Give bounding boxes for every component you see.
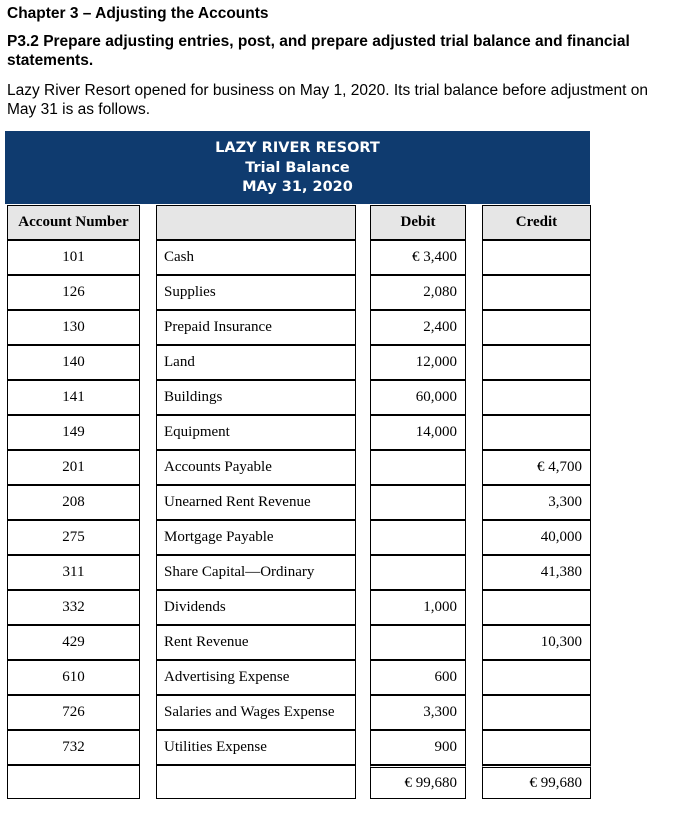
total-credit-cell: € 99,680 (482, 765, 591, 799)
debit-cell: 1,000 (370, 590, 466, 625)
credit-cell (482, 240, 591, 275)
debit-cell (370, 485, 466, 520)
account-name-cell: Accounts Payable (156, 450, 356, 485)
account-number-cell: 149 (7, 415, 140, 450)
account-number-cell: 101 (7, 240, 140, 275)
account-number-cell: 311 (7, 555, 140, 590)
account-name-cell: Salaries and Wages Expense (156, 695, 356, 730)
account-number-cell: 208 (7, 485, 140, 520)
credit-cell: 41,380 (482, 555, 591, 590)
credit-cell (482, 345, 591, 380)
account-name-cell: Advertising Expense (156, 660, 356, 695)
problem-title: P3.2 Prepare adjusting entries, post, and prepare adjusted trial balance and financial statements. (7, 33, 630, 69)
debit-cell: € 3,400 (370, 240, 466, 275)
credit-cell: € 4,700 (482, 450, 591, 485)
credit-cell: 10,300 (482, 625, 591, 660)
account-number-cell: 130 (7, 310, 140, 345)
chapter-title: Chapter 3 – Adjusting the Accounts (7, 5, 269, 22)
debit-cell: 900 (370, 730, 466, 765)
account-number-cell: 732 (7, 730, 140, 765)
account-number-cell: 141 (7, 380, 140, 415)
account-number-cell: 126 (7, 275, 140, 310)
credit-cell: 40,000 (482, 520, 591, 555)
debit-cell (370, 520, 466, 555)
header-credit: Credit (482, 205, 591, 240)
account-name-cell: Utilities Expense (156, 730, 356, 765)
total-account-name-cell (156, 765, 356, 799)
credit-cell (482, 310, 591, 345)
debit-cell: 600 (370, 660, 466, 695)
debit-cell: 2,080 (370, 275, 466, 310)
debit-cell (370, 555, 466, 590)
credit-cell (482, 660, 591, 695)
credit-cell (482, 415, 591, 450)
intro-paragraph: Lazy River Resort opened for business on May 1, 2020. Its trial balance before adjustment on May 31 is as follows. (7, 82, 649, 118)
credit-cell: 3,300 (482, 485, 591, 520)
debit-cell (370, 625, 466, 660)
account-name-cell: Supplies (156, 275, 356, 310)
debit-cell: 12,000 (370, 345, 466, 380)
debit-cell: 14,000 (370, 415, 466, 450)
account-name-cell: Prepaid Insurance (156, 310, 356, 345)
account-name-cell: Buildings (156, 380, 356, 415)
credit-cell (482, 275, 591, 310)
account-name-cell: Rent Revenue (156, 625, 356, 660)
company-name: LAZY RIVER RESORT (215, 140, 380, 156)
debit-cell: 60,000 (370, 380, 466, 415)
total-account-number-cell (7, 765, 140, 799)
header-account-number: Account Number (7, 205, 140, 240)
account-number-cell: 275 (7, 520, 140, 555)
account-number-cell: 332 (7, 590, 140, 625)
statement-name: Trial Balance (245, 160, 350, 176)
credit-cell (482, 590, 591, 625)
account-number-cell: 201 (7, 450, 140, 485)
trial-balance-banner (5, 131, 590, 204)
header-debit: Debit (370, 205, 466, 240)
account-number-cell: 140 (7, 345, 140, 380)
account-name-cell: Unearned Rent Revenue (156, 485, 356, 520)
account-name-cell: Cash (156, 240, 356, 275)
account-name-cell: Land (156, 345, 356, 380)
debit-cell: 3,300 (370, 695, 466, 730)
total-debit-cell: € 99,680 (370, 765, 466, 799)
statement-date: MAy 31, 2020 (242, 179, 353, 195)
header-account-name (156, 205, 356, 240)
debit-cell: 2,400 (370, 310, 466, 345)
credit-cell (482, 730, 591, 765)
account-name-cell: Equipment (156, 415, 356, 450)
account-name-cell: Mortgage Payable (156, 520, 356, 555)
account-number-cell: 610 (7, 660, 140, 695)
account-name-cell: Share Capital—Ordinary (156, 555, 356, 590)
credit-cell (482, 380, 591, 415)
debit-cell (370, 450, 466, 485)
account-name-cell: Dividends (156, 590, 356, 625)
account-number-cell: 726 (7, 695, 140, 730)
credit-cell (482, 695, 591, 730)
account-number-cell: 429 (7, 625, 140, 660)
